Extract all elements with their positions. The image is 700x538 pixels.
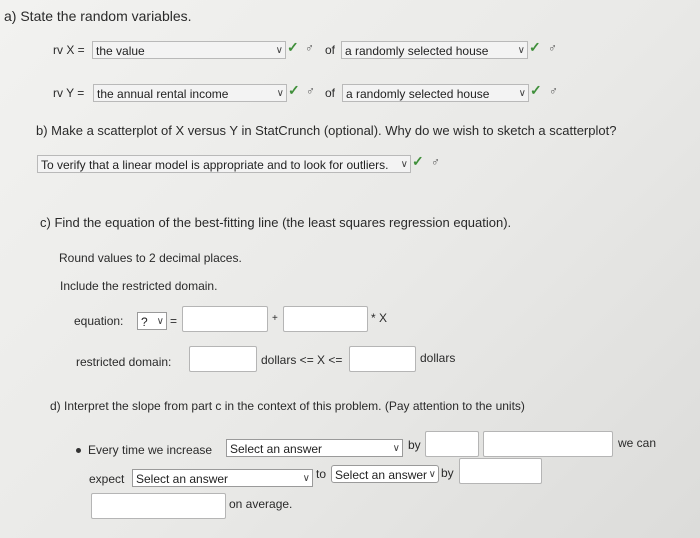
equation-variable-text: ? (141, 315, 148, 329)
domain-label: restricted domain: (76, 355, 172, 369)
rv-x-value-text: the value (96, 44, 145, 58)
correct-check-icon: ✓ (529, 39, 541, 55)
chevron-down-icon: ∨ (276, 88, 284, 99)
to-text: to (316, 467, 327, 481)
part-a-heading: a) State the random variables. (4, 8, 192, 24)
rv-y-label: rv Y = (53, 86, 85, 100)
part-b-answer-text: To verify that a linear model is appropriate and to look for outliers. (41, 158, 389, 172)
times-x: * X (371, 311, 388, 325)
by-label-1: by (408, 438, 421, 452)
chevron-down-icon: ∨ (518, 88, 526, 99)
domain-lower-input[interactable] (189, 346, 257, 372)
domain-note: Include the restricted domain. (60, 279, 218, 293)
slope-y-select[interactable] (132, 469, 313, 487)
equals-sign: = (170, 314, 178, 328)
chevron-down-icon: ∨ (428, 469, 436, 480)
slope-x-select[interactable] (226, 439, 403, 457)
help-icon[interactable]: ♂ (549, 84, 558, 98)
rv-x-value-select[interactable] (92, 41, 286, 59)
domain-middle-text: dollars <= X <= (261, 353, 343, 367)
domain-unit: dollars (420, 351, 456, 365)
rv-y-value-text: the annual rental income (97, 87, 229, 101)
chevron-down-icon: ∨ (156, 316, 164, 327)
correct-check-icon: ✓ (412, 153, 424, 169)
x-units-input[interactable] (483, 431, 613, 457)
rv-x-population-select[interactable] (341, 41, 528, 59)
correct-check-icon: ✓ (287, 39, 299, 55)
part-c-heading: c) Find the equation of the best-fitting line (the least squares regression equation). (40, 215, 512, 230)
round-note: Round values to 2 decimal places. (59, 251, 242, 265)
equation-label: equation: (74, 314, 124, 328)
y-units-input[interactable] (91, 493, 226, 519)
equation-variable-select[interactable] (137, 312, 167, 330)
on-average-text: on average. (229, 497, 293, 511)
chevron-down-icon: ∨ (400, 159, 408, 170)
chevron-down-icon: ∨ (275, 45, 283, 56)
help-icon[interactable]: ♂ (306, 84, 315, 98)
rv-x-population-text: a randomly selected house (345, 44, 489, 58)
correct-check-icon: ✓ (530, 82, 542, 98)
by-label-2: by (441, 466, 454, 480)
rv-y-population-select[interactable] (342, 84, 529, 102)
help-icon[interactable]: ♂ (548, 41, 557, 55)
bullet-icon (76, 448, 81, 453)
domain-upper-input[interactable] (349, 346, 416, 372)
expect-text: expect (89, 472, 125, 486)
sentence-start: Every time we increase (88, 443, 213, 457)
help-icon[interactable]: ♂ (431, 155, 440, 169)
slope-x-select-text: Select an answer (230, 442, 323, 456)
we-can-text: we can (618, 436, 657, 450)
x-increase-input[interactable] (425, 431, 479, 457)
intercept-input[interactable] (182, 306, 268, 332)
rv-y-of: of (325, 86, 336, 100)
rv-x-label: rv X = (53, 43, 85, 57)
direction-select-text: Select an answer (335, 468, 428, 482)
part-d-heading: d) Interpret the slope from part c in the context of this problem. (Pay attention to the units) (50, 399, 525, 413)
plus-sign: + (272, 313, 278, 324)
rv-y-population-text: a randomly selected house (346, 87, 490, 101)
slope-y-select-text: Select an answer (136, 472, 229, 486)
y-change-input[interactable] (459, 458, 542, 484)
help-icon[interactable]: ♂ (305, 41, 314, 55)
correct-check-icon: ✓ (288, 82, 300, 98)
chevron-down-icon: ∨ (517, 45, 525, 56)
rv-y-value-select[interactable] (93, 84, 287, 102)
part-b-answer-select[interactable] (37, 155, 411, 173)
rv-x-of: of (325, 43, 336, 57)
slope-input[interactable] (283, 306, 368, 332)
part-b-heading: b) Make a scatterplot of X versus Y in StatCrunch (optional). Why do we wish to sketch a scatterplot? (36, 123, 617, 138)
chevron-down-icon: ∨ (302, 473, 310, 484)
chevron-down-icon: ∨ (392, 443, 400, 454)
direction-select[interactable] (331, 465, 439, 483)
